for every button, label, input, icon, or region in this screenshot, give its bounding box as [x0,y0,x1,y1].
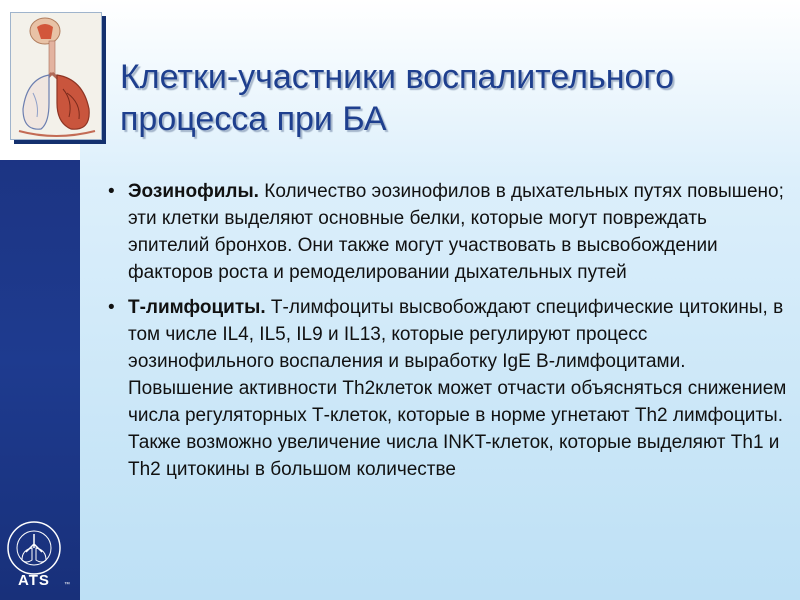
bullet-text: Т-лимфоциты высвобождают специфические цитокины, в том числе IL4, IL5, IL9 и IL13, которые регулируют процесс эозинофильного воспаления и выработку IgE B-лимфоцитами. Повышение активности Th2клеток может отчасти объясняться снижением числа регуляторных Т-клеток, которые в норме угнетают Th2 лимфоциты. Также возможно увеличение числа INKT-клеток, которые выделяют Th1 и Th2 цитокины в большом количестве [128,297,787,480]
bullet-marker: • [108,297,115,318]
respiratory-system-illustration-icon [10,12,102,140]
ats-lungs-logo-icon [6,520,74,596]
slide-title [120,56,790,140]
bullet-t-lymphocytes [108,294,788,483]
slide-title-line-2: процесса при БА [120,100,387,138]
bullet-term: Т-лимфоциты. [128,297,266,318]
slide-title-line-1: Клетки-участники воспалительного [120,58,674,96]
trademark-symbol: ™ [64,582,70,588]
bullet-text: Количество эозинофилов в дыхательных путях повышено; эти клетки выделяют основные белки, которые могут повреждать эпителий бронхов. Они также могут участвовать в высвобождении факторов роста и ремоделировании дыхательных путей [128,181,784,283]
bullet-term: Эозинофилы. [128,181,259,202]
bullet-list [108,178,788,491]
bullet-marker: • [108,181,115,202]
bullet-eosinophils [108,178,788,286]
ats-logo-text: ATS [18,572,50,589]
